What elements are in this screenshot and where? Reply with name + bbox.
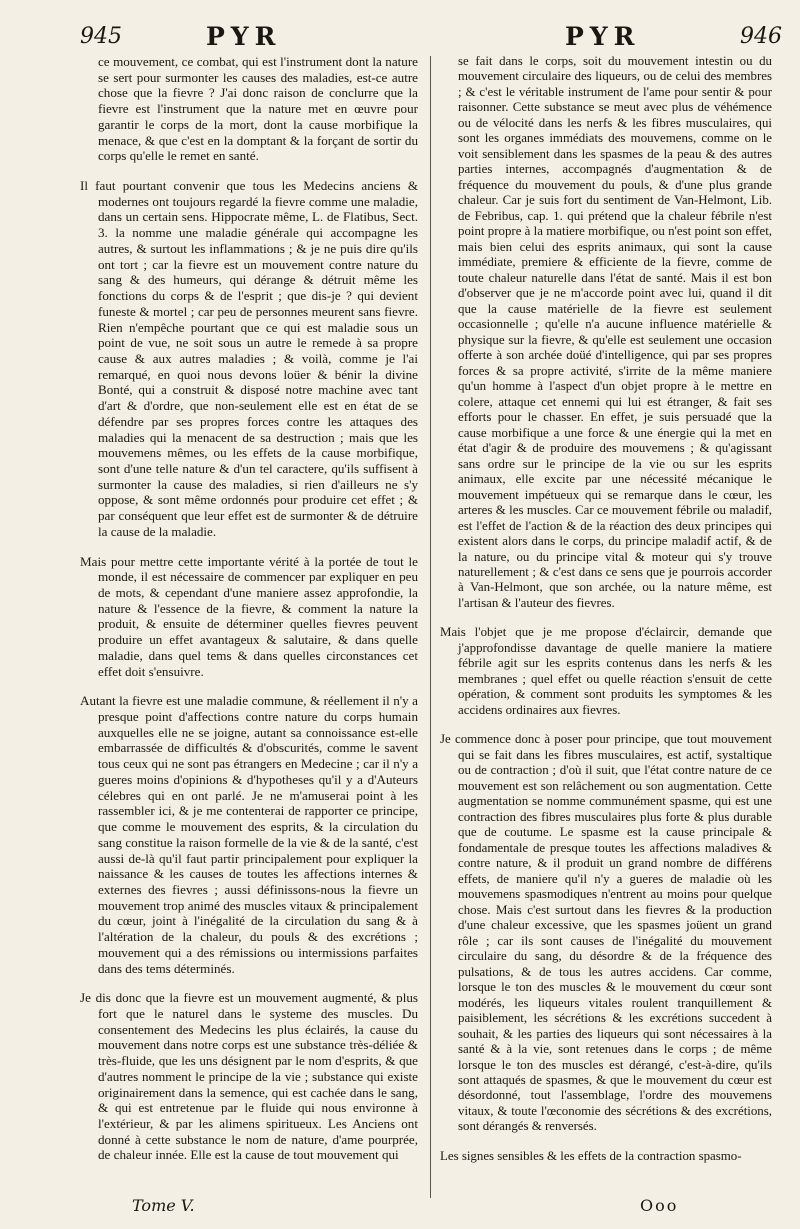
paragraph: Autant la fievre est une maladie commune, & réellement il n'y a presque point d'affections contre nature du corps humain auxquelles elle ne se joigne, autant sa connoissance est-elle embarrassée de difficultés & d'obscurités, comme le savent tous ceux qui ne sont pas étrangers en Medecine ; car il n'y a gueres moins d'opinions & d'hypotheses qu'il y a d'Auteurs célebres qui en ont parlé. Je ne m'amuserai point à les rassembler ici, & je me contenterai de rapporter ce principe, que comme le mouvement des esprits, & la circulation du sang constitue la raison formelle de la vie & de la santé, c'est aussi de-là qu'il faut partir principalement pour expliquer la naissance & les causes de toutes les affections internes & externes des fievres ; aussi définissons-nous la fievre un mouvement trop animé des muscles vitaux & principalement du cœur, joint à l'inégalité de la circulation du sang & à l'altération de la chaleur, du pouls & des excrétions ; mouvement qui a des rémissions ou intermissions parfaites dans des tems déterminés.: [80, 693, 418, 976]
running-head-left: PYR: [206, 22, 282, 51]
paragraph: ce mouvement, ce combat, qui est l'instrument dont la nature se sert pour surmonter les causes des maladies, est-ce autre chose que la fievre ? J'ai donc raison de conclurre que la fievre est l'instrument que la nature met en œuvre pour garantir le corps de la mort, dont la cause morbifique la menace, & que c'est en la domptant & la forçant de sortir du corps qu'elle le remet en santé.: [98, 54, 418, 164]
running-head-right: PYR: [565, 22, 641, 51]
paragraph: se fait dans le corps, soit du mouvement intestin ou du mouvement circulaire des liqueurs, ou de celui des membres ; & c'est le véritable instrument de l'ame pour sentir & pour raisonner. Cette substance se meut avec plus de véhémence ou de vélocité dans les nerfs & les fibres musculaires, qui sont les organes immédiats des mouvemens, comme on le voit sensiblement dans les spasmes de la peau & des autres parties internes, accompagnés d'augmentation & de fréquence du mouvement du pouls, & d'une plus grande chaleur. Car je suis fort du sentiment de Van-Helmont, Lib. de Febribus, cap. 1. qui prétend que la chaleur fébrile n'est point propre à la matiere morbifique, ou n'est point son effet, mais bien celui des esprits animaux, qui sont la cause immédiate, premiere & efficiente de la fievre, comme de toute chaleur naturelle dans l'état de santé. Mais il est bon d'observer que je ne m'accorde point avec lui, quand il dit que la cause matérielle de la fievre est seulement occasionnelle ; qu'elle n'a aucune influence matérielle & physique sur la fievre, & qu'elle est seulement une occasion offerte à son archée doüé d'intelligence, qui par ses propres forces & sa propre activité, s'irrite de la même maniere qu'un homme à l'aspect d'un objet propre à le mettre en colere, attaque cet ennemi qui lui est étranger, & fait ses efforts pour le chasser. En effet, je suis persuadé que la cause morbifique a une force & une énergie qui la met en état d'agir & de produire des mouvemens ; & qu'agissant sans ordre sur le principe de la vie ou sur les esprits animaux, elle excite par une nécessité mécanique le mouvement impétueux qui se remarque dans le cœur, les arteres & les muscles. Car ce mouvement fébrile ou maladif, est l'effet de l'action & de la réaction des deux principes qui existent alors dans le corps, du principe maladif actif, & de la nature, ou du principe vital & moteur qui s'y trouve naturellement ; & c'est dans ce sens que je pourrois accorder à Van-Helmont, que son archée, ou la nature même, est l'artisan & l'auteur des fievres.: [458, 54, 772, 610]
column-divider: [430, 56, 431, 1198]
volume-label: Tome V.: [132, 1196, 195, 1215]
page-footer: [0, 1196, 800, 1224]
page-number-left: 945: [80, 24, 122, 49]
page-header: [0, 18, 800, 54]
left-column: [80, 54, 418, 1177]
paragraph: Il faut pourtant convenir que tous les Medecins anciens & modernes ont toujours regardé la fievre comme une maladie, dans un certain sens. Hippocrate même, L. de Flatibus, Sect. 3. la nomme une maladie générale qui accompagne les autres, & surtout les inflammations ; & je ne puis dire qu'ils ont tort ; car la fievre est un mouvement contre nature du sang & des humeurs, qui dérange & détruit même les fonctions du corps & de l'esprit ; que dis-je ? qui devient funeste & mortel ; car peu de personnes meurent sans fievre. Rien n'empêche pourtant que ce qui est maladie sous un point de vue, ne soit sous un autre le remede à sa propre cause & aux autres maladies ; & voilà, comme je l'ai remarqué, en quoi nous devons loüer & bénir la divine Bonté, qui a construit & disposé notre machine avec tant d'art & d'ordre, que non-seulement elle est en état de se défendre par ses propres forces contre les attaques des maladies qui la menacent de sa destruction ; mais que les mouvemens mêmes, ou les effets de la cause morbifique, sont d'une telle nature & d'un tel caractere, qu'ils suffisent à surmonter la cause des maladies, si rien d'ailleurs ne s'y oppose, & sont même ordonnés pour produire cet effet ; & par conséquent que leur effet est de surmonter & de détruire la cause de la maladie.: [80, 178, 418, 539]
paragraph: Je dis donc que la fievre est un mouvement augmenté, & plus fort que le naturel dans le systeme des muscles. Du consentement des Medecins les plus éclairés, la cause du mouvement dans notre corps est une substance très-déliée & très-fluide, que les uns désignent par le nom d'esprits, & que d'autres nomment le principe de la vie ; substance qui existe originairement dans la semence, qui est cachée dans le sang, & qui est entretenue par le fluide qui nous environne à l'extérieur, & par les alimens spiritueux. Les Anciens ont donné à cette substance le nom de nature, d'ame pourprée, de chaleur innée. Elle est la cause de tout mouvement qui: [80, 990, 418, 1163]
right-column: [440, 54, 772, 1178]
paragraph: Je commence donc à poser pour principe, que tout mouvement qui se fait dans les fibres musculaires, est actif, systaltique ou de contraction ; d'où il suit, que l'état contre nature de ce mouvement est son relâchement ou son augmentation. Cette augmentation se nomme communément spasme, qui est une contraction des fibres musculaires plus forte & plus durable que de coutume. Le spasme est la cause principale & fondamentale de presque toutes les affections maladives & contre nature, & il produit un grand nombre de différens effets, de maniere qu'il n'y a gueres de maladie où les mouvemens spasmodiques n'entrent au moins pour quelque chose. Mais c'est surtout dans les fievres & la production d'une chaleur excessive, que les spasmes joüent un grand rôle ; car ils sont causes de l'inégalité du mouvement circulaire du sang, du désordre & de la fréquence des pulsations, & de tous les autres accidens. Car comme, lorsque le ton des muscles & le mouvement du cœur sont modérés, les liqueurs vitales roulent tranquillement & paisiblement, les sécrétions & les excrétions succedent à souhait, & les parties des liqueurs qui sont nécessaires à la santé & à la vie, sont retenues dans le corps ; de même lorsque le ton des muscles est dérangé, c'est-à-dire, qu'ils sont attaqués de spasmes, & que le mouvement du cœur est désordonné, tout l'assemblage, l'ordre des mouvemens vitaux, & toute l'œconomie des sécrétions & des excrétions, sont dérangés & renversés.: [440, 732, 772, 1134]
paragraph: Les signes sensibles & les effets de la contraction spasmo-: [440, 1148, 742, 1163]
page-number-right: 946: [740, 24, 782, 49]
signature-mark: Ooo: [640, 1196, 679, 1215]
paragraph: Mais l'objet que je me propose d'éclaircir, demande que j'approfondisse davantage de quelle maniere la matiere fébrile agit sur les esprits contenus dans les nerfs & les membranes ; quel effet ou quelle réaction s'ensuit de cette opération, & comment sont produits les symptomes & les accidens ordinaires aux fievres.: [440, 625, 772, 717]
paragraph: Mais pour mettre cette importante vérité à la portée de tout le monde, il est nécessaire de commencer par expliquer en peu de mots, & cependant d'une maniere assez approfondie, la nature & l'essence de la fievre, & comment la nature la produit, & ensuite de déterminer quelles fievres peuvent produire un effet avantageux & salutaire, & dans quelle maladie, dans quel tems & dans quelles circonstances cet effet doit s'ensuivre.: [80, 553, 418, 679]
